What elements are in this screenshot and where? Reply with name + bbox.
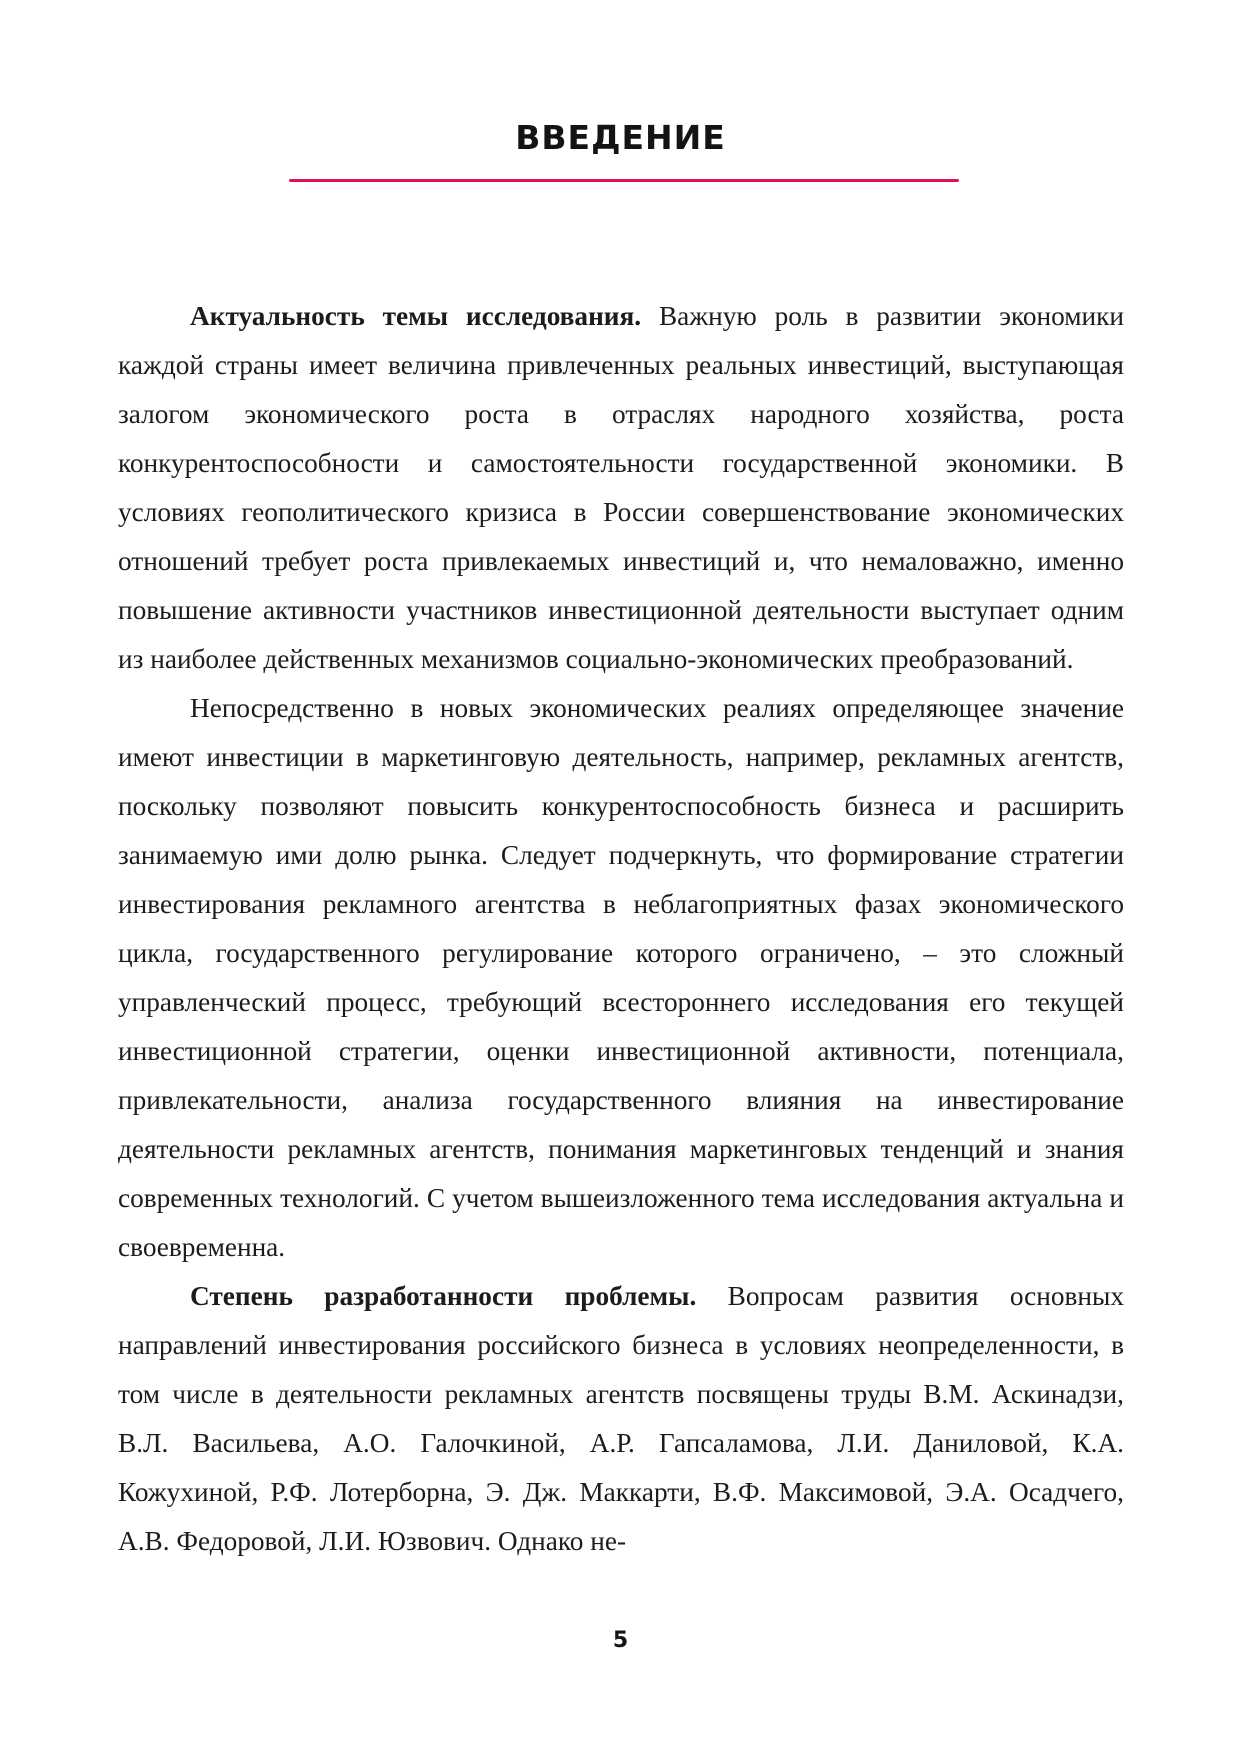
page-number: 5: [612, 1628, 629, 1653]
paragraph-lead: Степень разработанности проблемы.: [190, 1281, 697, 1311]
body-text: [118, 292, 1124, 1566]
paragraph-marketing: [118, 684, 1124, 1272]
paragraph-text: Важную роль в развитии экономики каждой страны имеет величина привлеченных реальных инвестиций, выступающая залогом экономического роста в отраслях народного хозяйства, роста конкурентоспособности и самостоятельности государственной экономики. В условиях геополитического кризиса в России совершенствование экономических отношений требует роста привлекаемых инвестиций и, что немаловажно, именно повышение активности участников инвестиционной деятельности выступает одним из наиболее действенных механизмов социально-экономических преобразований.: [118, 301, 1124, 674]
paragraph-text: Непосредственно в новых экономических реалиях определяющее значение имеют инвестиции в маркетинговую деятельность, например, рекламных агентств, поскольку позволяют повысить конкурентоспособность бизнеса и расширить занимаемую ими долю рынка. Следует подчеркнуть, что формирование стратегии инвестирования рекламного агентства в неблагоприятных фазах экономического цикла, государственного регулирование которого ограничено, – это сложный управленческий процесс, требующий всестороннего исследования его текущей инвестиционной стратегии, оценки инвестиционной активности, потенциала, привлекательности, анализа государственного влияния на инвестирование деятельности рекламных агентств, понимания маркетинговых тенденций и знания современных технологий. С учетом вышеизложенного тема исследования актуальна и своевременна.: [118, 693, 1124, 1262]
paragraph-relevance: [118, 292, 1124, 684]
title-underline: [289, 179, 959, 182]
paragraph-development-degree: [118, 1272, 1124, 1566]
paragraph-text: Вопросам развития основных направлений инвестирования российского бизнеса в условиях неопределенности, в том числе в деятельности рекламных агентств посвящены труды В.М. Аскинадзи, В.Л. Васильева, А.О. Галочкиной, А.Р. Гапсаламова, Л.И. Даниловой, К.А. Кожухиной, Р.Ф. Лотерборна, Э. Дж. Маккарти, В.Ф. Максимовой, Э.А. Осадчего, А.В. Федоровой, Л.И. Юзвович. Однако не-: [118, 1281, 1125, 1556]
paragraph-lead: Актуальность темы исследования.: [190, 301, 642, 331]
page-title: ВВЕДЕНИЕ: [515, 118, 726, 157]
